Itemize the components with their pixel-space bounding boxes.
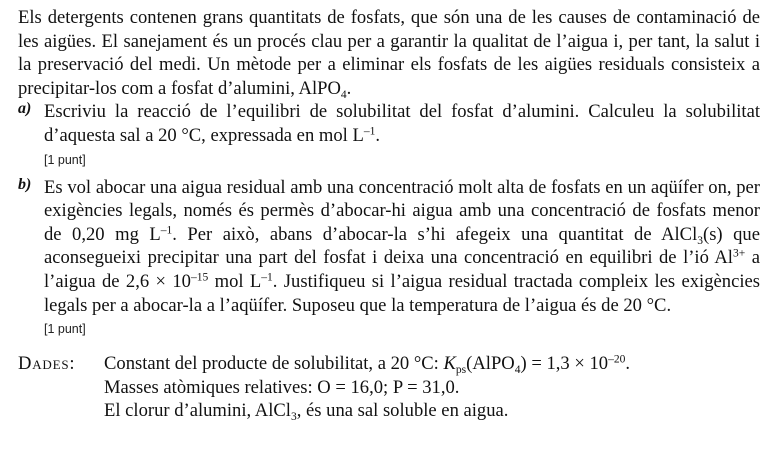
- subscript: 4: [514, 364, 521, 377]
- question-a-body: Escriviu la reacció de l’equilibri de solubilitat del fosfat d’alumini. Calculeu la solubilitat d’aquesta sal a 20 °C, expressada en mol L: [44, 101, 760, 146]
- unit-superscript: –1: [363, 125, 376, 138]
- ksp-symbol: K: [443, 353, 456, 375]
- superscript: –15: [190, 271, 209, 284]
- data-text: El clorur d’alumini, AlCl: [104, 400, 291, 422]
- superscript: –1: [261, 271, 273, 284]
- intro-formula: [299, 78, 347, 99]
- question-b-part: mol L: [208, 270, 262, 292]
- question-b-label: b): [18, 175, 32, 193]
- question-a: [18, 100, 760, 147]
- question-b-part: Es vol abocar una aigua residual amb una concentració molt alta de fosfats en un aqüífer on, per exigències legals, només és permès d’abocar-hi aigua amb una concentració de fosfats menor de 0,20 mg L: [44, 176, 760, 245]
- question-b-part: (s) que aconsegueixi precipitar una part del fosfat i deixa una concentració en equilibri de l’ió Al: [44, 223, 760, 269]
- question-a-label: a): [18, 100, 32, 118]
- data-text: , és una sal soluble en aigua.: [296, 400, 509, 422]
- question-a-end: .: [375, 124, 380, 146]
- data-text: .: [625, 353, 631, 375]
- data-text: (AlPO: [466, 353, 515, 375]
- question-b-part: . Per això, abans d’abocar-la s’hi afegeix una quantitat de AlCl: [172, 223, 698, 245]
- data-line-masses: Masses atòmiques relatives: O = 16,0; P = 31,0.: [104, 376, 460, 398]
- question-b-points: [1 punt]: [44, 322, 86, 337]
- data-lines: [104, 352, 760, 423]
- question-b: [18, 176, 760, 318]
- data-label: Dades:: [18, 353, 76, 375]
- question-b-part: a l’aigua de 2,6 × 10: [44, 247, 760, 292]
- subscript: ps: [455, 364, 467, 377]
- data-section: [18, 352, 760, 423]
- question-a-text: [44, 100, 760, 147]
- question-b-part: . Justifiqueu si l’aigua residual tractada compleix les exigències legals per a abocar-la a l’aqüífer. Suposeu que la temperatura de l’aigua és de 20 °C.: [44, 270, 760, 316]
- superscript: –20: [608, 353, 626, 366]
- formula-base: AlPO: [298, 77, 341, 99]
- data-line-ksp: [104, 352, 760, 376]
- intro-paragraph: [18, 6, 760, 100]
- question-b-text: [44, 176, 760, 318]
- question-a-points: [1 punt]: [44, 152, 86, 167]
- data-line-alcl3: [104, 399, 760, 423]
- exam-document: [18, 6, 760, 423]
- data-text: ) = 1,3 × 10: [520, 353, 609, 375]
- subscript: 3: [697, 234, 703, 247]
- superscript: 3+: [732, 248, 746, 261]
- formula-subscript: 4: [340, 88, 347, 101]
- subscript: 3: [290, 411, 297, 424]
- data-text: Constant del producte de solubilitat, a 20 °C:: [104, 353, 444, 375]
- intro-end: .: [346, 77, 352, 99]
- intro-text: Els detergents contenen grans quantitats de fosfats, que són una de les causes de contaminació de les aigües. El sanejament és un procés clau per a garantir la qualitat de l’aigua i, per tant, la salut i la preservació del medi. Un mètode per a eliminar els fosfats de les aigües residuals consisteix a precipitar-los com a fosfat d’alumini,: [18, 7, 760, 99]
- superscript: –1: [160, 224, 173, 237]
